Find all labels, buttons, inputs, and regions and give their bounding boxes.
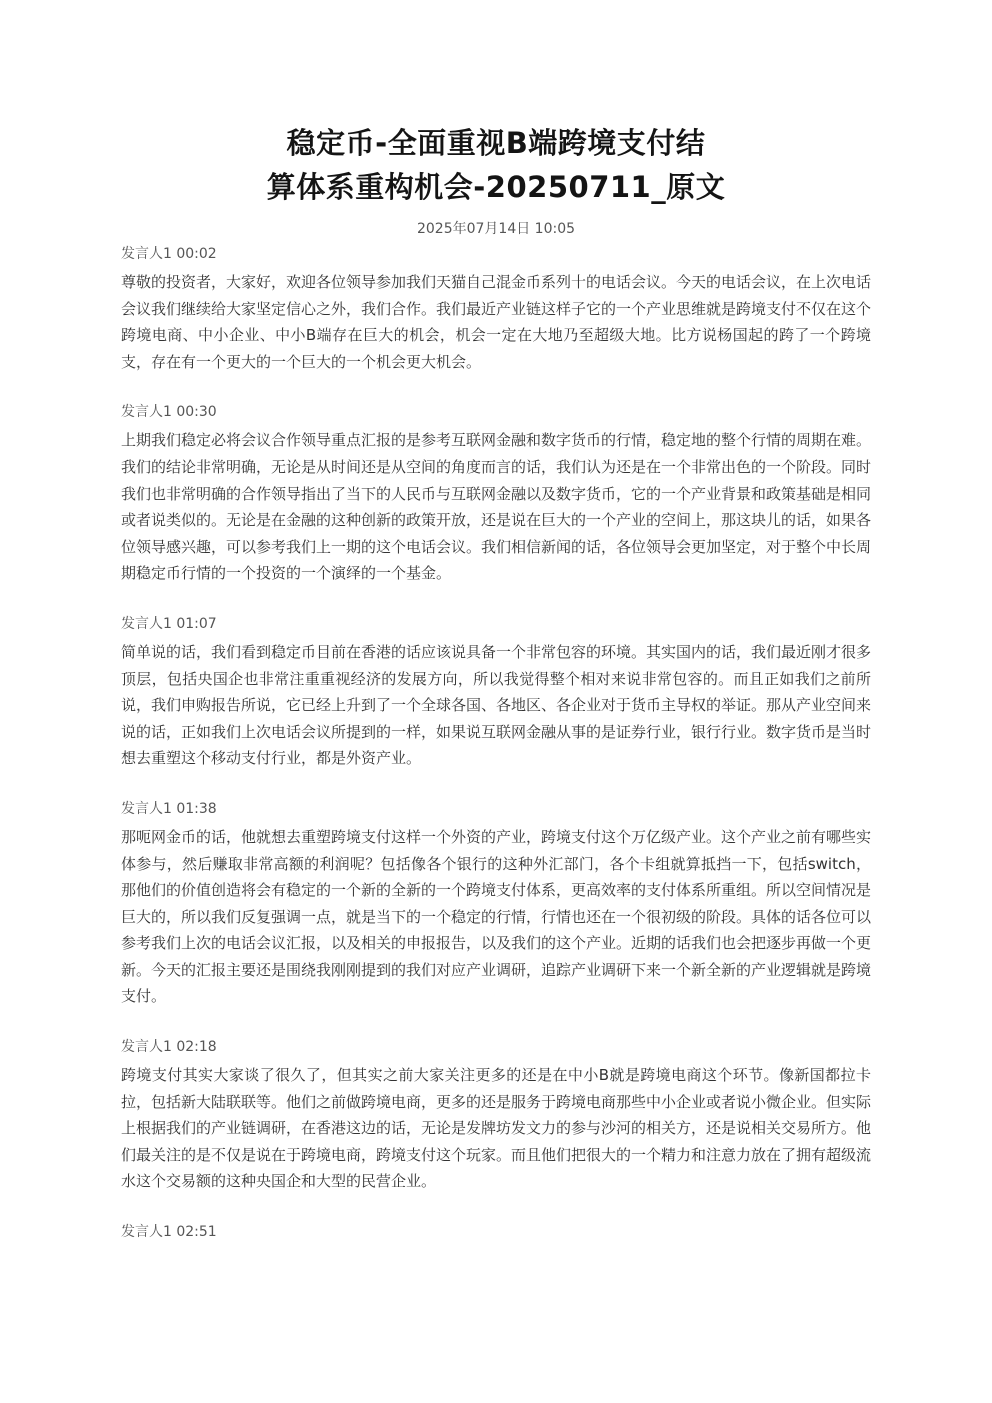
speaker-timestamp: 发言人1 01:38 — [121, 800, 217, 817]
speaker-timestamp: 发言人1 00:30 — [121, 404, 217, 421]
transcript-entry — [121, 1221, 871, 1243]
transcript-entry — [121, 1036, 871, 1195]
transcript-paragraph: 跨境支付其实大家谈了很久了，但其实之前大家关注更多的还是在中小B就是跨境电商这个环节。像新国都拉卡拉，包括新大陆联联等。他们之前做跨境电商，更多的还是服务于跨境电商那些中小企业或者说小微企业。但实际上根据我们的产业链调研，在香港这边的话，无论是发牌坊发文力的参与沙河的相关方，还是说相关交易所方。他们最关注的是不仅是说在于跨境电商，跨境支付这个玩家。而且他们把很大的一个精力和注意力放在了拥有超级流水这个交易额的这种央国企和大型的民营企业。 — [121, 1066, 872, 1191]
speaker-timestamp: 发言人1 02:51 — [121, 1224, 217, 1241]
speaker-timestamp: 发言人1 02:18 — [121, 1039, 217, 1056]
transcript-entry — [121, 401, 871, 587]
transcript-paragraph: 尊敬的投资者，大家好，欢迎各位领导参加我们天猫自己混金币系列十的电话会议。今天的电话会议，在上次电话会议我们继续给大家坚定信心之外，我们合作。我们最近产业链这样子它的一个产业思维就是跨境支付不仅在这个跨境电商、中小企业、中小B端存在巨大的机会，机会一定在大地乃至超级大地。比方说杨国起的跨了一个跨境支，存在有一个更大的一个巨大的一个机会更大机会。 — [121, 273, 872, 371]
transcript-paragraph: 上期我们稳定必将会议合作领导重点汇报的是参考互联网金融和数字货币的行情，稳定地的整个行情的周期在难。我们的结论非常明确，无论是从时间还是从空间的角度而言的话，我们认为还是在一个非常出色的一个阶段。同时我们也非常明确的合作领导指出了当下的人民币与互联网金融以及数字货币，它的一个产业背景和政策基础是相同或者说类似的。无论是在金融的这种创新的政策开放，还是说在巨大的一个产业的空间上，那这块儿的话，如果各位领导感兴趣，可以参考我们上一期的这个电话会议。我们相信新闻的话，各位领导会更加坚定，对于整个中长周期稳定币行情的一个投资的一个演绎的一个基金。 — [121, 431, 872, 583]
title-line-2: 算体系重构机会-20250711_原文 — [266, 170, 726, 204]
document-date: 2025年07月14日 10:05 — [416, 221, 576, 237]
transcript-entry — [121, 613, 871, 772]
transcript-paragraph: 简单说的话，我们看到稳定币目前在香港的话应该说具备一个非常包容的环境。其实国内的话，我们最近刚才很多顶层，包括央国企也非常注重重视经济的发展方向，所以我觉得整个相对来说非常包容的。而且正如我们之前所说，我们申购报告所说，它已经上升到了一个全球各国、各地区、各企业对于货币主导权的举证。那从产业空间来说的话，正如我们上次电话会议所提到的一样，如果说互联网金融从事的是证券行业，银行行业。数字货币是当时想去重塑这个移动支付行业，都是外资产业。 — [121, 642, 872, 768]
title-line-1: 稳定币-全面重视B端跨境支付结 — [286, 126, 706, 160]
speaker-timestamp: 发言人1 01:07 — [121, 615, 217, 632]
transcript — [121, 243, 871, 1269]
transcript-paragraph: 那呃网金币的话，他就想去重塑跨境支付这样一个外资的产业，跨境支付这个万亿级产业。这个产业之前有哪些实体参与，然后赚取非常高额的利润呢？包括像各个银行的这种外汇部门，各个卡组就算抵挡一下，包括switch，那他们的价值创造将会有稳定的一个新的全新的一个跨境支付体系，更高效率的支付体系所重组。所以空间情况是巨大的，所以我们反复强调一点，就是当下的一个稳定的行情，行情也还在一个很初级的阶段。具体的话各位可以参考我们上次的电话会议汇报，以及相关的申报报告，以及我们的这个产业。近期的话我们也会把逐步再做一个更新。今天的汇报主要还是围绕我刚刚提到的我们对应产业调研，追踪产业调研下来一个新全新的产业逻辑就是跨境支付。 — [121, 827, 872, 1006]
transcript-entry — [121, 798, 871, 1010]
speaker-timestamp: 发言人1 00:02 — [121, 246, 217, 262]
document-title — [121, 121, 871, 209]
transcript-entry — [121, 243, 871, 375]
